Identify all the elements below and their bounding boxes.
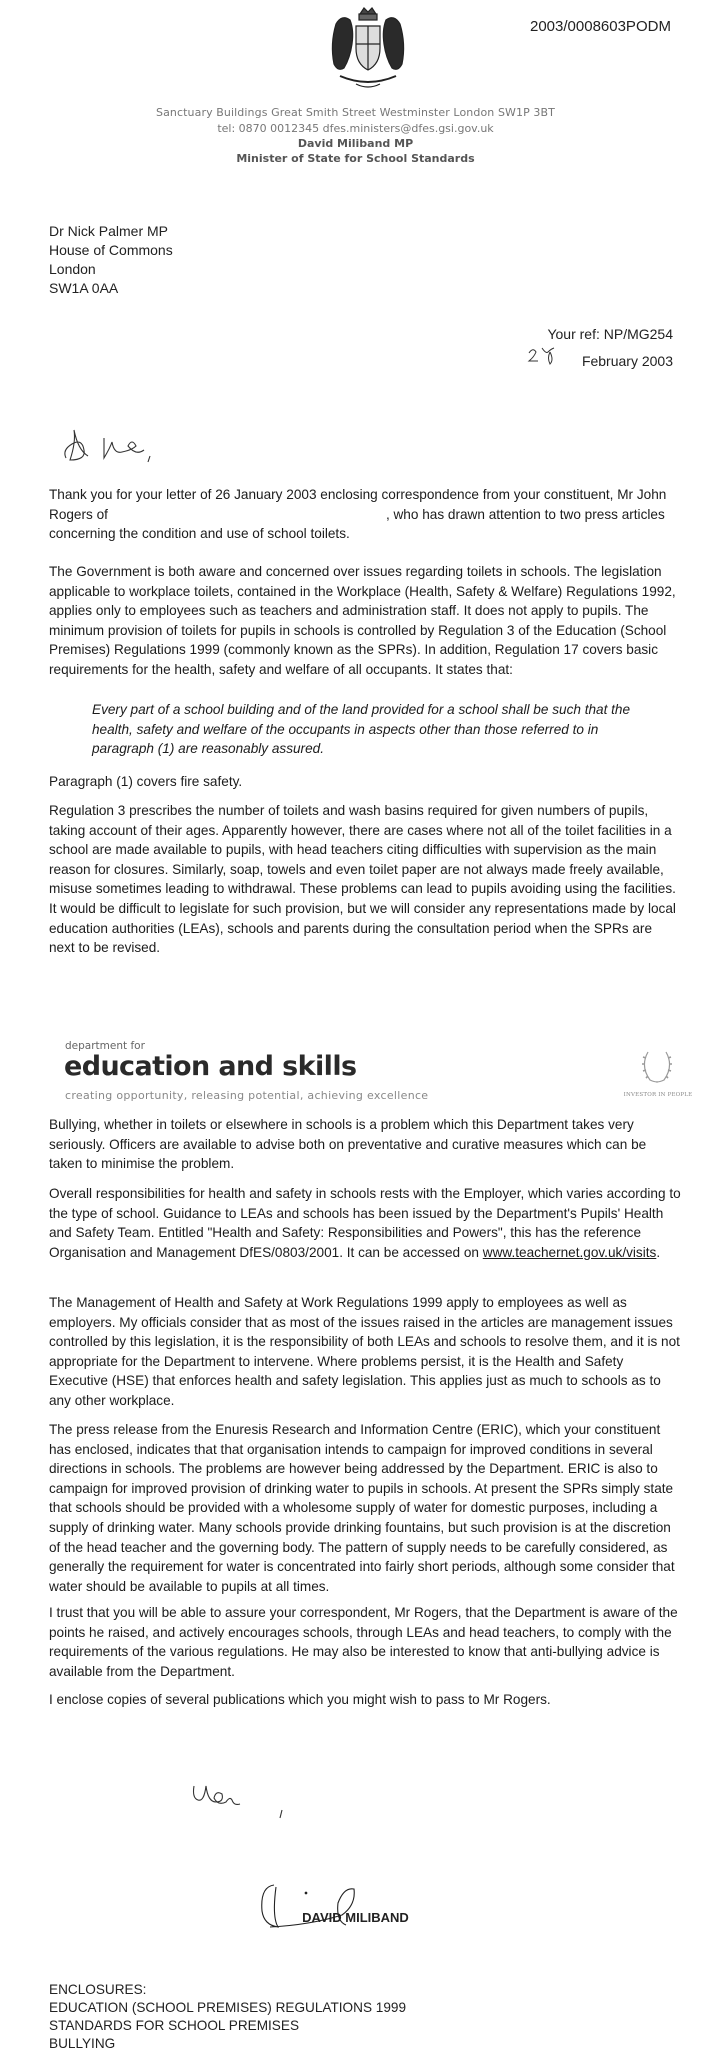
dfes-prefix: department for — [65, 1040, 145, 1052]
royal-coat-of-arms-icon — [326, 4, 410, 96]
recipient-line: SW1A 0AA — [49, 280, 119, 296]
enclosures-heading: ENCLOSURES: — [49, 1982, 147, 1997]
paragraph-management-regulations: The Management of Health and Safety at Work Regulations 1999 apply to employees as well as employers. My officials consider that as most of the issues raised in the articles are management issues controlled by this legislation, it is the responsibility of both LEAs and schools to resolve them, and it is not appropriate for the Department to intervene. Where problems persist, it is the Health and Safety Executive (HSE) that enforces health and safety legislation. This applies just as much to schools as to any other workplace. — [49, 1295, 680, 1408]
paragraph-bullying: Bullying, whether in toilets or elsewhere in schools is a problem which this Department takes very seriously. Officers are available to advise both on preventative and curative measures which can be taken to minimise the problem. — [49, 1117, 647, 1172]
enclosure-item: BULLYING — [49, 2036, 116, 2051]
signature-icon — [250, 1875, 380, 1935]
your-reference: Your ref: NP/MG254 — [547, 326, 673, 342]
handwritten-closing-icon — [190, 1780, 300, 1830]
recipient-line: London — [49, 261, 96, 277]
letterhead-minister-name: David Miliband MP — [297, 137, 414, 150]
letterhead-minister-title: Minister of State for School Standards — [236, 152, 475, 165]
handwritten-day-icon — [526, 344, 560, 368]
recipient-line: Dr Nick Palmer MP — [49, 223, 169, 239]
paragraph-intro: Thank you for your letter of 26 January 2003 enclosing correspondence from your constituent, Mr John Rogers of , who has drawn attention to two press articles concerning the condition and use of school toilets. — [49, 487, 667, 542]
paragraph-fire-safety: Paragraph (1) covers fire safety. — [49, 774, 243, 789]
regulation-quote: Every part of a school building and of the land provided for a school shall be such that the health, safety and welfare of the occupants in aspects other than those referred to in paragraph (1) are reasonably assured. — [92, 702, 631, 757]
enclosure-item: STANDARDS FOR SCHOOL PREMISES — [49, 2018, 300, 2033]
letterhead-address: Sanctuary Buildings Great Smith Street Westminster London SW1P 3BT — [155, 106, 555, 119]
paragraph-assurance: I trust that you will be able to assure your correspondent, Mr Rogers, that the Department is aware of the points he raised, and actively encourages schools, through LEAs and head teachers, to comply with the requirements of the various regulations. He may also be interested to know that anti-bullying advice is available from the Department. — [49, 1605, 678, 1679]
signatory-name: DAVID MILIBAND — [302, 1910, 409, 1925]
letter-date: February 2003 — [581, 353, 673, 369]
paragraph-regulation-3: Regulation 3 prescribes the number of toilets and wash basins required for given numbers of pupils, taking account of their ages. Apparently however, there are cases where not all of the toilet facilities in a school are made available to pupils, with head teachers citing difficulties with supervision as the main reason for closures. Similarly, soap, towels and even toilet paper are not always made freely available, misuse sometimes leading to withdrawal. These problems can lead to pupils avoiding using the facilities. It would be difficult to legislate for such provision, but we will consider any representations made by local education authorities (LEAs), schools and parents during the consultation period when the SPRs are next to be revised. — [49, 803, 676, 956]
recipient-address — [49, 222, 173, 298]
enclosures-list — [49, 1981, 406, 2053]
investor-in-people-laurel-icon — [640, 1046, 674, 1084]
paragraph-enclosing: I enclose copies of several publications which you might wish to pass to Mr Rogers. — [49, 1692, 551, 1707]
investor-in-people-label: INVESTOR IN PEOPLE — [623, 1092, 693, 1098]
paragraph-responsibilities: Overall responsibilities for health and safety in schools rests with the Employer, which varies according to the type of school. Guidance to LEAs and schools has been issued by the Department's Pupils' Health and Safety Team. Entitled "Health and Safety: Responsibilities and Powers", this has the reference Organisation and Management DfES/0803/2001. It can be accessed on www.teachernet.gov.uk/visits. — [49, 1186, 681, 1260]
document-reference-code: 2003/0008603PODM — [530, 18, 671, 35]
recipient-line: House of Commons — [49, 242, 173, 258]
enclosure-item: EDUCATION (SCHOOL PREMISES) REGULATIONS 1999 — [49, 2000, 407, 2015]
dfes-title: education and skills — [64, 1051, 357, 1082]
paragraph-eric: The press release from the Enuresis Research and Information Centre (ERIC), which your constituent has enclosed, indicates that that organisation intends to campaign for improved conditions in several directions in schools. The problems are however being addressed by the Department. ERIC is also to campaign for improved provision of drinking water to pupils in schools. At present the SPRs simply state that schools should be provided with a wholesome supply of water for domestic purposes, including a supply of drinking water. Many schools provide drinking fountains, but such provision is at the discretion of the head teacher and the governing body. The pattern of supply needs to be carefully considered, as generally the requirement for water is concentrated into fairly short periods, although some consider that water should be available to pupils at all times. — [49, 1422, 675, 1594]
handwritten-salutation-icon — [60, 418, 230, 468]
paragraph-legislation: The Government is both aware and concerned over issues regarding toilets in schools. The legislation applicable to workplace toilets, contained in the Workplace (Health, Safety & Welfare) Regulations 1992, applies only to employees such as teachers and administration staff. It does not apply to pupils. The minimum provision of toilets for pupils in schools is controlled by Regulation 3 of the Education (School Premises) Regulations 1999 (commonly known as the SPRs). In addition, Regulation 17 covers basic requirements for the health, safety and welfare of all occupants. It states that: — [49, 564, 676, 677]
letterhead-contact: tel: 0870 0012345 dfes.ministers@dfes.gsi.gov.uk — [217, 122, 494, 135]
dfes-tagline: creating opportunity, releasing potential, achieving excellence — [65, 1089, 429, 1102]
teachernet-link[interactable]: www.teachernet.gov.uk/visits — [482, 1244, 657, 1260]
